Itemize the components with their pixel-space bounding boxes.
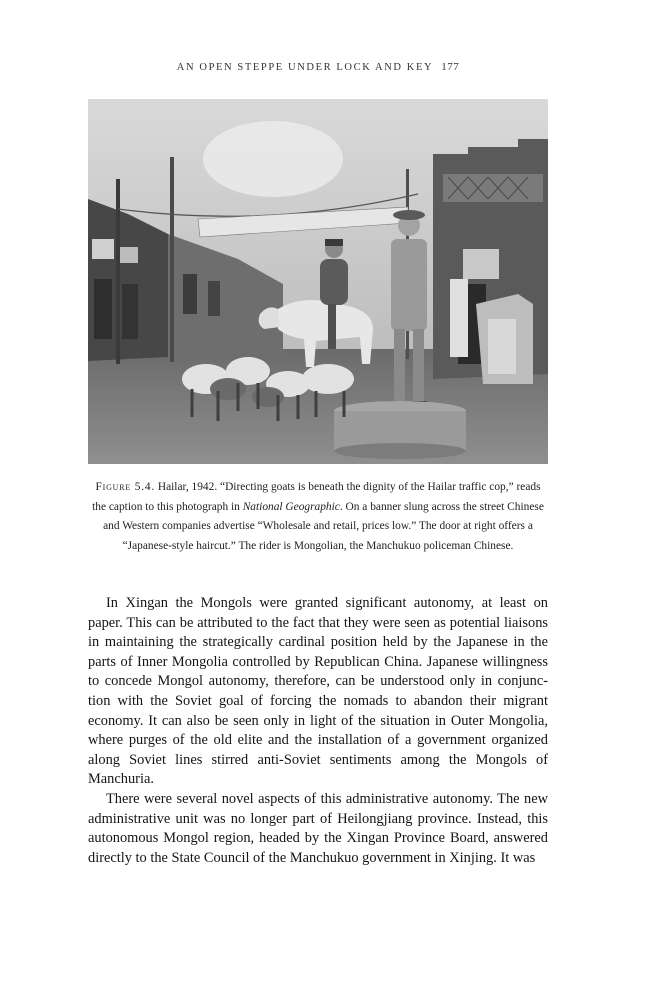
body-line-8: where purges of the old elite and the installation of a government organized [88,732,548,749]
body-line-10: Manchuria. [88,771,154,788]
body-line-7: economy. It can also be seen only in light of the situation in Outer Mongolia, [88,712,548,729]
figure-label: Figure 5.4. [95,481,155,493]
body-line-3: in maintaining the strategically cardinal position held by the Japanese in the [88,634,548,651]
body-line-4: parts of Inner Mongolia controlled by Republican China. Japanese willingness [88,653,548,670]
body-line-13: autonomous Mongol region, headed by the Xingan Province Board, answered [88,830,548,847]
body-line-12: administrative unit was no longer part of Heilongjiang province. Instead, this [88,810,548,827]
body-line-11: There were several novel aspects of this administrative autonomy. The new [106,790,548,807]
caption-text-part-2: . On a banner slung across the street Chinese and Western companies advertise “Wholesale and retail, prices low.” The door at right offers a “Japanese-style haircut.” The rider is Mongolian, the Manchukuo policeman Chinese. [103,500,544,552]
body-line-5: to concede Mongol autonomy, therefore, can be understood only in conjunc- [88,673,548,690]
running-head-title: AN OPEN STEPPE UNDER LOCK AND KEY [176,62,434,73]
page-number: 177 [441,61,460,73]
caption-publication-title: National Geographic [242,500,340,513]
body-line-1: In Xingan the Mongols were granted significant autonomy, at least on [106,595,548,611]
caption-text-part-1: Hailar, 1942. “Directing goats is beneath the dignity of the Hailar traffic cop,” reads the caption to this photograph in [92,481,541,513]
body-line-14: directly to the State Council of the Manchukuo government in Xinjing. It was [88,849,536,866]
body-text [88,594,548,868]
body-line-2: paper. This can be attributed to the fact that they were seen as potential liaisons [88,614,548,631]
body-line-9: along Soviet lines stirred anti-Soviet sentiments among the Mongols of [88,751,548,768]
running-head [88,61,548,73]
body-line-6: tion with the Soviet goal of forcing the nomads to abandon their migrant [88,692,548,709]
figure-caption [88,478,548,556]
historical-photograph [88,99,548,464]
